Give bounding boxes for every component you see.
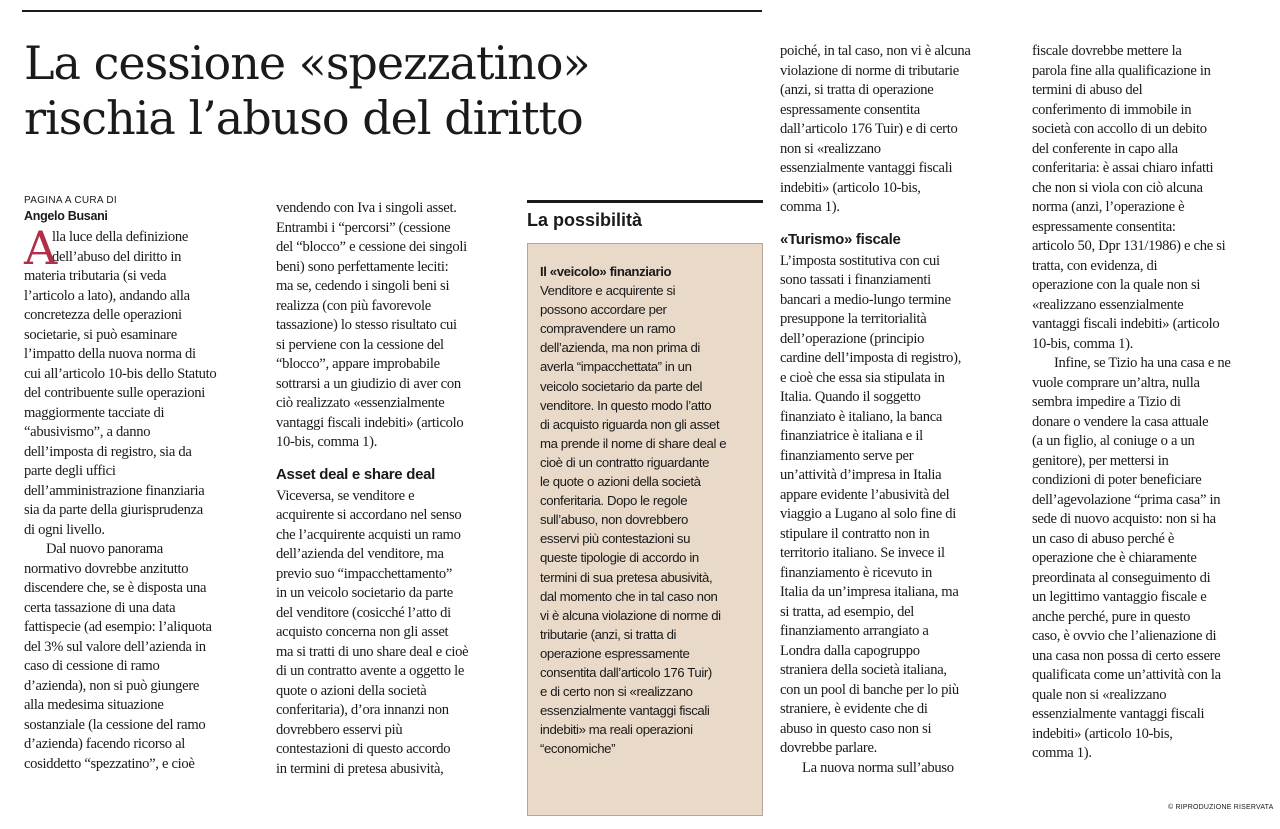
lead-paragraph [24,221,260,774]
text-line: cioè di un contratto riguardante [540,454,710,470]
text-line: Italia. Quando il soggetto [780,389,921,405]
sidebar-heading: La possibilità [527,200,763,240]
text-line: del “blocco” e cessione dei singoli [276,239,467,255]
text-line: straniera della società italiana, [780,662,947,678]
text-line: normativo dovrebbe anzitutto [24,560,189,577]
text-line: viaggio a Lugano al solo fine di [780,506,957,522]
text-line: sostanziale (la cessione del ramo [24,716,206,733]
text-line: certa tassazione di una data [24,599,176,616]
text-line: dell’azienda, ma non prima di [540,340,700,356]
text-line: indebiti» ma reali operazioni [540,722,693,738]
text-line: finanziamento arrangiato a [780,623,929,639]
text-line: d’azienda) facendo ricorso al [24,736,186,752]
text-line: possono accordare per [540,302,667,318]
text-line: sia da parte della giurisprudenza [24,502,203,518]
text-line: dal momento che in tal caso non [540,588,718,604]
text-line: norma (anzi, l’operazione è [1032,199,1185,215]
text-line: essenzialmente vantaggi fiscali [780,160,953,176]
text-line: vantaggi fiscali indebiti» (articolo [1032,316,1220,332]
text-line: 10-bis, comma 1). [1032,335,1134,352]
text-line: quote o azioni della società [276,682,427,699]
text-line: termini di abuso del [1032,82,1143,98]
text-line: operazione con la quale non si [1032,277,1201,293]
sidebar-text [540,262,756,758]
byline-author: Angelo Busani [24,209,108,223]
text-line: caso di cessione di ramo [24,658,160,674]
text-line: finanziamento serve per [780,447,914,464]
text-line: del 3% sul valore dell’azienda in [24,638,206,655]
text-line: qualificata come un’attività con la [1032,667,1221,683]
text-line: operazione che è chiaramente [1032,550,1197,566]
text-line: Il «veicolo» finanziario [540,264,672,279]
text-line: vi è alcuna violazione di norme di [540,607,721,623]
text-line: l’articolo a lato), andando alla [24,287,190,304]
headline-line: rischia l’abuso del diritto [24,91,583,145]
text-line: indebiti» (articolo 10-bis, [1032,725,1173,742]
headline-line: La cessione «spezzatino» [24,36,590,90]
text-line: vantaggi fiscali indebiti» (articolo [276,414,464,431]
text-line: essenzialmente vantaggi fiscali [1032,706,1205,722]
text-line: 10-bis, comma 1). [276,434,378,450]
text-line: queste tipologie di accordo in [540,550,699,566]
text-line: quale non si «realizzano [1032,686,1167,703]
byline-label: PAGINA A CURA DI [24,195,117,206]
text-line: con un pool di banche per lo più [780,681,959,698]
text-line: venditore. In questo modo l’atto [540,397,712,413]
text-line: parte degli uffici [24,463,116,479]
text-line: condizioni di poter beneficiare [1032,472,1202,488]
text-line: (a un figlio, al coniuge o a un [1032,433,1195,449]
text-line: genitore), per mettersi in [1032,452,1169,469]
text-line: acquirente si accordano nel senso [276,507,462,523]
text-line: L’imposta sostitutiva con cui [780,252,940,269]
text-line: tratta, con evidenza, di [1032,257,1158,274]
text-line: si tratta, ad esempio, del [780,603,915,620]
text-line: dell’agevolazione “prima casa” in [1032,491,1221,508]
text-line: cui all’articolo 10-bis dello Statuto [24,365,217,382]
text-line: vendendo con Iva i singoli asset. [276,200,457,216]
text-line: articolo 50, Dpr 131/1986) e che si [1032,238,1226,254]
text-line: espressamente consentita [780,101,920,118]
text-line: ciò realizzato «essenzialmente [276,395,445,411]
text-line: Dal nuovo panorama [46,541,163,557]
text-line: dell’abuso del diritto in [52,248,182,265]
text-line: che l’acquirente acquisti un ramo [276,526,461,543]
subheading-asset-deal: Asset deal e share deal [276,465,436,483]
text-line: dell’operazione (principio [780,330,925,347]
text-line: sono tassati i finanziamenti [780,272,931,288]
sidebar-box [527,243,763,816]
text-line: e cioè che essa sia stipulata in [780,369,945,386]
text-line: dell’imposta di registro, sia da [24,443,192,460]
text-line: operazione espressamente [540,645,690,661]
text-line: una casa non possa di certo essere [1032,647,1221,664]
text-line: un caso di abuso perché è [1032,530,1175,547]
text-line: Londra dalla capogruppo [780,642,920,659]
text-line: caso, è ovvio che l’alienazione di [1032,628,1217,644]
text-line: sede di nuovo acquisto: non si ha [1032,511,1216,527]
text-line: conferimento di immobile in [1032,101,1192,118]
column-4 [780,42,1018,778]
text-line: finanziamento è ricevuto in [780,564,932,581]
text-line: «realizzano essenzialmente [1032,296,1184,313]
text-line: vuole comprare un’altra, nulla [1032,374,1200,391]
text-line: dell’amministrazione finanziaria [24,482,205,499]
text-line: presuppone la territorialità [780,311,927,327]
text-line: di acquisto riguarda non gli asset [540,416,720,432]
text-line: stipulare il contratto non in [780,525,930,542]
text-line: abuso in questo caso non si [780,720,932,737]
text-line: conferitaria. Dopo le regole [540,493,688,509]
text-line: dell’azienda del venditore, ma [276,546,444,562]
text-line: consentita dall’articolo 176 Tuir) [540,664,712,680]
text-line: d’azienda), non si può giungere [24,677,200,694]
text-line: Italia da un’impresa italiana, ma [780,584,959,600]
text-line: Viceversa, se venditore e [276,487,415,504]
headline [24,36,744,146]
text-line: sottrarsi a un giudizio di aver con [276,375,461,392]
text-line: si perviene con la cessione del [276,336,444,353]
text-line: cosiddetto “spezzatino”, e cioè [24,755,195,772]
text-line: conferitaria), d’ora innanzi non [276,702,449,718]
text-line: un’attività d’impresa in Italia [780,467,942,483]
text-line: parola fine alla qualificazione in [1032,62,1211,79]
text-line: del contribuente sulle operazioni [24,385,205,401]
text-line: veicolo societario da parte del [540,378,703,394]
text-line: esservi più contestazioni su [540,531,691,547]
text-line: “abusivismo”, a danno [24,424,151,440]
text-line: indebiti» (articolo 10-bis, [780,179,921,196]
text-line: un legittimo vantaggio fiscale e [1032,589,1207,605]
subheading-turismo-fiscale: «Turismo» fiscale [780,230,901,248]
text-line: ma si tratti di uno share deal e cioè [276,643,469,660]
copyright-notice: © RIPRODUZIONE RISERVATA [1168,804,1274,811]
text-line: finanziatrice è italiana e il [780,428,923,444]
text-line: anche perché, pure in questo [1032,608,1191,625]
text-line: beni) sono perfettamente leciti: [276,258,449,275]
text-line: (anzi, si tratta di operazione [780,82,934,98]
text-line: averla “impacchettata” in un [540,359,692,375]
text-line: maggiormente tacciate di [24,404,165,421]
text-line: straniere, è evidente che di [780,701,928,717]
text-line: Entrambi i “percorsi” (cessione [276,219,451,236]
text-line: sembra impedire a Tizio di [1032,394,1181,410]
text-line: Venditore e acquirente si [540,283,676,299]
text-line: in termini di pretesa abusività, [276,760,444,777]
text-line: società con accollo di un debito [1032,121,1207,137]
text-line: tributarie (anzi, si tratta di [540,626,677,642]
text-line: societarie, si può esaminare [24,326,177,343]
text-line: compravendere un ramo [540,321,676,337]
text-line: contestazioni di questo accordo [276,741,451,757]
text-line: l’impatto della nuova norma di [24,346,196,362]
text-line: La nuova norma sull’abuso [802,759,954,776]
text-line: termini di sua pretesa abusività, [540,569,713,585]
text-line: territorio italiano. Se invece il [780,545,945,561]
text-line: dovrebbero esservi più [276,721,403,738]
text-line: del conferente in capo alla [1032,140,1178,157]
text-line: lla luce della definizione [52,229,189,245]
text-line: che non si viola con ciò alcuna [1032,179,1203,196]
text-line: cardine dell’imposta di registro), [780,350,962,366]
text-line: ma se, cedendo i singoli beni si [276,278,450,294]
text-line: “economiche” [540,741,616,757]
text-line: comma 1). [780,199,840,215]
text-line: alla medesima situazione [24,697,164,713]
column-5 [1032,42,1272,764]
text-line: e di certo non si «realizzano [540,684,693,700]
text-line: di ogni livello. [24,521,105,538]
text-line: tassazione) lo stesso risultato cui [276,317,457,333]
text-line: appare evidente l’abusività del [780,486,950,503]
text-line: violazione di norme di tributarie [780,62,959,79]
column-2 [276,199,512,779]
text-line: non si «realizzano [780,140,881,157]
text-line: le quote o azioni della società [540,474,701,490]
column-1 [24,194,260,774]
text-line: dovrebbe parlare. [780,740,877,756]
text-line: donare o vendere la casa attuale [1032,413,1209,430]
text-line: materia tributaria (si veda [24,268,167,284]
dropcap: A [24,221,57,275]
text-line: in un veicolo societario da parte [276,585,453,601]
text-line: concretezza delle operazioni [24,307,182,323]
text-line: dall’articolo 176 Tuir) e di certo [780,121,958,137]
text-line: preordinata al conseguimento di [1032,569,1211,586]
text-line: previo suo “impacchettamento” [276,565,453,582]
text-line: del venditore (cosicché l’atto di [276,604,451,621]
text-line: finanziato è italiano, la banca [780,408,943,425]
text-line: fiscale dovrebbe mettere la [1032,43,1182,59]
text-line: Infine, se Tizio ha una casa e ne [1054,355,1231,371]
text-line: sull’abuso, non dovrebbero [540,512,688,528]
text-line: realizza (con più favorevole [276,297,431,314]
text-line: bancari a medio-lungo termine [780,291,951,308]
text-line: fattispecie (ad esempio: l’aliquota [24,619,212,635]
top-rule [22,10,762,12]
text-line: di un contratto avente a oggetto le [276,663,465,679]
text-line: poiché, in tal caso, non vi è alcuna [780,43,971,59]
text-line: comma 1). [1032,745,1092,761]
text-line: discendere che, se è disposta una [24,580,207,596]
text-line: espressamente consentita: [1032,218,1176,235]
text-line: conferitaria: è assai chiaro infatti [1032,160,1214,176]
text-line: acquisto concerna non gli asset [276,624,449,640]
text-line: essenzialmente vantaggi fiscali [540,703,710,719]
text-line: ma prende il nome di share deal e [540,435,727,451]
text-line: “blocco”, appare improbabile [276,356,440,372]
